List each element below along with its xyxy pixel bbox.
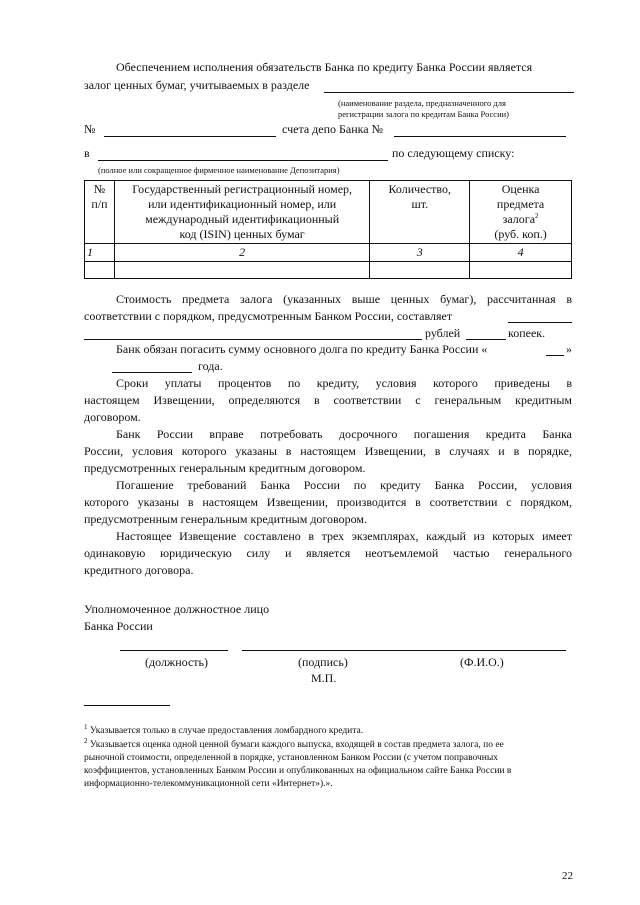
depo-account-field[interactable]: [394, 136, 566, 137]
table-row[interactable]: [85, 262, 572, 279]
repay-month-field[interactable]: [112, 372, 192, 373]
p4-line-2: России, условия которого указаны в настоящем Извещении, в случаях и в порядке,: [84, 444, 572, 458]
table-cell: 3: [370, 244, 470, 262]
p4-line-3: предусмотренных генеральным кредитным договором.: [84, 461, 366, 475]
p5-line-1: Погашение требований Банка России по кредиту Банка России, условия: [116, 478, 572, 492]
official-title-2: Банка России: [84, 619, 153, 633]
footnote-2-line-4: информационно-телекоммуникационной сети «Интернет»).».: [84, 779, 333, 789]
signature-caption: (подпись): [298, 655, 348, 669]
p1-line-1: Стоимость предмета залога (указанных выше ценных бумаг), рассчитанная в: [116, 292, 572, 306]
p2-line-2: года.: [198, 359, 223, 373]
number-field[interactable]: [104, 136, 276, 137]
stamp-place: М.П.: [311, 671, 337, 685]
header-cell-isin: Государственный регистрационный номер, или идентификационный номер, или международный идентификационный код (ISIN) ценных бумаг: [114, 181, 369, 244]
rubles-label: рублей: [425, 326, 461, 340]
depository-field[interactable]: [98, 160, 388, 161]
footnote-2-mark: 2: [84, 736, 88, 745]
fio-field[interactable]: [402, 650, 566, 651]
intro-line-2: залог ценных бумаг, учитываемых в разделе: [84, 78, 310, 92]
number-label: №: [84, 122, 96, 136]
position-field[interactable]: [120, 650, 228, 651]
section-note-2: регистрации залога по кредитам Банка России): [338, 109, 510, 119]
position-caption: (должность): [145, 655, 208, 669]
list-label: по следующему списку:: [392, 146, 515, 160]
table-cell: 1: [85, 244, 115, 262]
table-number-row: [85, 244, 572, 262]
amount-words-field[interactable]: [84, 339, 422, 340]
p4-line-1: Банк России вправе потребовать досрочного погашения кредита Банка: [116, 427, 572, 441]
kopecks-field[interactable]: [466, 339, 506, 340]
page-number: 22: [562, 870, 573, 882]
p5-line-3: предусмотренным генеральным кредитным договором.: [84, 512, 368, 526]
table-cell[interactable]: [370, 262, 470, 279]
intro-line-1: Обеспечением исполнения обязательств Банка по кредиту Банка России является: [116, 60, 533, 74]
table-cell[interactable]: [85, 262, 115, 279]
footnote-1: $^1$ Указывается только в случае предоставления ломбардного кредита.: [84, 722, 364, 736]
p5-line-2: которого указаны в настоящем Извещении, производится в соответствии с порядком,: [84, 495, 572, 509]
p2-quote-close: »: [566, 342, 572, 356]
p3-line-3: договором.: [84, 410, 141, 424]
fio-caption: (Ф.И.О.): [460, 655, 504, 669]
table-header-row: [85, 181, 572, 244]
p6-line-2: одинаковую юридическую силу и является неотъемлемой частью генерального: [84, 546, 572, 560]
table-cell: 4: [470, 244, 572, 262]
signature-field[interactable]: [242, 650, 402, 651]
section-name-field[interactable]: [324, 92, 574, 93]
depository-note: (полное или сокращенное фирменное наименование Депозитария): [98, 165, 340, 175]
header-cell-quantity: Количество, шт.: [370, 181, 470, 244]
table-cell[interactable]: [470, 262, 572, 279]
section-note-1: (наименование раздела, предназначенного для: [338, 98, 506, 108]
official-title-1: Уполномоченное должностное лицо: [84, 602, 270, 616]
p3-line-1: Сроки уплаты процентов по кредиту, условия которого приведены в: [116, 376, 572, 390]
repay-day-field[interactable]: [546, 355, 564, 356]
header-cell-number: № п/п: [85, 181, 115, 244]
table-cell: 2: [114, 244, 369, 262]
p6-line-1: Настоящее Извещение составлено в трех экземплярах, каждый из которых имеет: [116, 529, 572, 543]
depository-prefix: в: [84, 146, 90, 160]
footnote-separator: [84, 705, 170, 706]
header-cell-valuation: Оценка предмета залога$^2$ (руб. коп.): [470, 181, 572, 244]
footnote-2-line-1: $^2$ Указывается оценка одной ценной бумаги каждого выпуска, входящей в состав предмета залога, по ее: [84, 736, 504, 750]
depo-account-label: счета депо Банка №: [282, 122, 384, 136]
p3-line-2: настоящем Извещении, определяются в соответствии с генеральным кредитным: [84, 393, 572, 407]
kopecks-label: копеек.: [508, 326, 546, 340]
footnote-ref-2: 2: [535, 212, 539, 220]
footnote-1-mark: 1: [84, 722, 88, 731]
p2-line-1: Банк обязан погасить сумму основного долга по кредиту Банка России «: [116, 342, 488, 356]
p1-line-2: соответствии с порядком, предусмотренным Банком России, составляет: [84, 309, 453, 323]
footnote-2-line-3: коэффициентов, установленных Банком России и опубликованных на официальном сайте Банка России в: [84, 766, 512, 776]
securities-table: [84, 180, 572, 279]
amount-field-1[interactable]: [508, 322, 572, 323]
p6-line-3: кредитного договора.: [84, 563, 194, 577]
table-cell[interactable]: [114, 262, 369, 279]
footnote-2-line-2: рыночной стоимости, определенной в порядке, установленном Банком России (с учетом поправочных: [84, 753, 498, 763]
